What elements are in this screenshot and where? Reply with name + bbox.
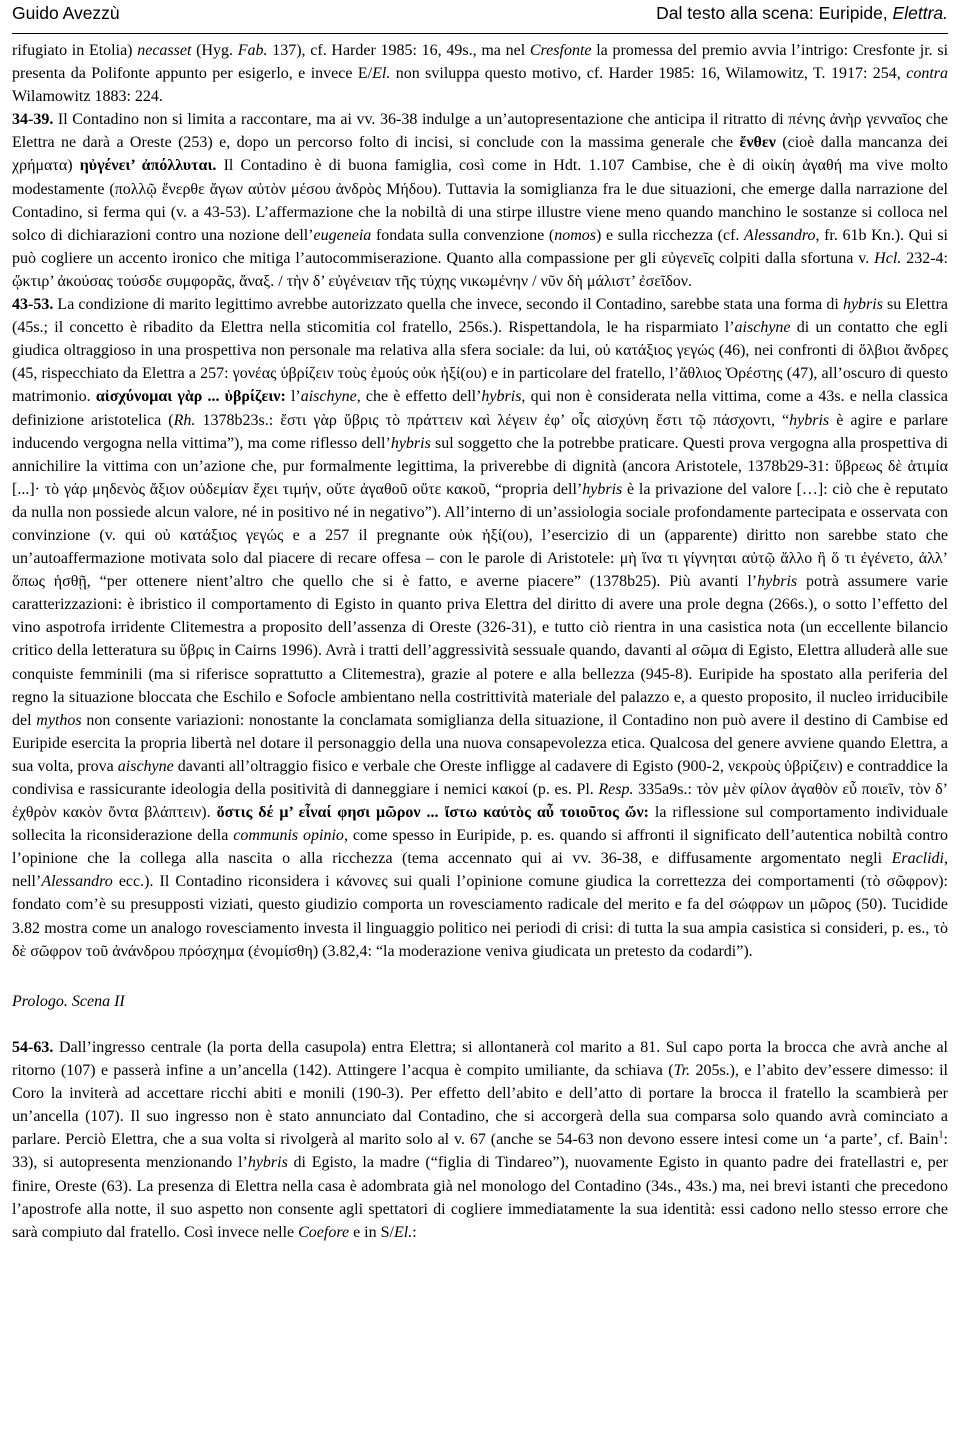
lemma: 54-63.	[12, 1038, 54, 1056]
lemma: 43-53.	[12, 296, 54, 314]
lemma: 34-39.	[12, 111, 54, 129]
note-54-63: 54-63. Dall’ingresso centrale (la porta della casupola) entra Elettra; si allontanerà col marito a 81. Sul capo porta la brocca che avrà anche al ritorno (107) e passerà infine a un’ancella (142). Attingere l’acqua è compito umiliante, da schiava (Tr. 205s.), e l’abito dev’essere dimesso: il Coro la inviterà ad accettare ricchi abiti e monili (190-3). Per effetto dell’abito e dell’atto di portare la brocca il fratello la scambierà per un’ancella (107). Il suo ingresso non è stato annunciato dal Contadino, che si accorgerà della sua comparsa solo quando avrà cominciato a parlare. Perciò Elettra, che a sua volta si rivolgerà al marito solo al v. 67 (anche se 54-63 non devono essere intesi come un ‘a parte’, cf. Bain$^1$: 33), si autopresenta menzionando l’hybris di Egisto, la madre (“figlia di Tindareo”), nuovamente Egisto in quanto padre dei fratellastri e, per finire, Oreste (63). La presenza di Elettra nella casa è adombrata già nel monologo del Contadino (34s., 43s.) ma, nei brevi istanti che precedono l’apostrofe alla notte, il suo aspetto non consente agli spettatori di cogliere immediatamente la sua identità: essi cadono nello stesso errore che sarà compiuto dal fratello. Così invece nelle Coefore e in S/El.:	[12, 1038, 949, 1241]
header-title: Dal testo alla scena: Euripide, Elettra.	[656, 3, 948, 23]
note-34-39: 34-39. Il Contadino non si limita a raccontare, ma ai vv. 36-38 indulge a un’autopresentazione che anticipa il ritratto di πένης ἀνὴρ γενναῖος che Elettra ne darà a Oreste (253) e, dopo un percorso folto di incisi, si conclude con la massima generale che ἔνθεν (cioè dalla mancanza dei χρήματα) ηὐγένει’ ἀπόλλυται. Il Contadino è di buona famiglia, così come in Hdt. 1.107 Cambise, che è di οἰκίη ἀγαθή ma vive molto modestamente (πολλῷ ἔνερθε ἄγων αὐτὸν μέσου ἀνδρὸς Μήδου). Tuttavia la somiglianza fra le due situazioni, che emerge dalla narrazione del Contadino, si ferma qui (v. a 43-53). L’affermazione che la nobiltà di una stirpe illustre viene meno quando manchino le sostanze si colloca nel solco di dichiarazioni contro una nozione dell’eugeneia fondata sulla convenzione (nomos) e sulla ricchezza (cf. Alessandro, fr. 61b Kn.). Qui si può cogliere un accento ironico che mitiga l’autocommiserazione. Quanto alla compassione per gli εὐγενεῖς colpiti dalla sfortuna v. Hcl. 232-4: ᾤκτιρ’ ἀκούσας τούσδε συμφορᾶς, ἄναξ. / τὴν δ’ εὐγένειαν τῆς τύχης νικωμένην / νῦν δὴ μάλιστ’ ἐσεῖδον.	[12, 111, 949, 290]
running-header	[12, 3, 948, 33]
header-author: Guido Avezzù	[12, 3, 120, 23]
body-text	[12, 39, 948, 1244]
note-43-53: 43-53. La condizione di marito legittimo avrebbe autorizzato quella che invece, secondo il Contadino, sarebbe stata una forma di hybris su Elettra (45s.; il concetto è ribadito da Elettra nella sticomitia col fratello, 256s.). Rispettandola, le ha risparmiato l’aischyne di un contatto che egli giudica oltraggioso in una prospettiva non personale ma relativa alla sfera sociale: da lui, οὐ κατάξιος γεγώς (46), nei confronti di ὄλβιοι ἄνδρες (45, rispecchiato da Elettra a 257: γονέας ὑβρίζειν τοὺς ἐμούς οὐκ ἠξί(ου) e in particolare del fratello, l’ἄθλιος Ὀρέστης (47), all’oscuro di questo matrimonio. αἰσχύνομαι γὰρ ... ὑβρίζειν: l’aischyne, che è effetto dell’hybris, qui non è considerata nella vittima, come a 43s. e nella classica definizione aristotelica (Rh. 1378b23s.: ἔστι γὰρ ὕβρις τὸ πράττειν καὶ λέγειν ἐφ’ οἷς αἰσχύνη ἔστι τῷ πάσχοντι, “hybris è agire e parlare inducendo vergogna nella vittima”), ma come riflesso dell’hybris sul soggetto che la potrebbe praticare. Questi prova vergogna alla prospettiva di annichilire la vittima con un’azione che, pur formalmente legittima, la priverebbe di dignità (ancora Aristotele, 1378b29-31: ὕβρεως δὲ ἀτιμία [...]· τὸ γάρ μηδενὸς ἄξιον οὐδεμίαν ἔχει τιμήν, οὔτε ἀγαθοῦ οὔτε κακοῦ, “propria dell’hybris è la privazione del valore […]: ciò che è reputato da nulla non possiede alcun valore, né in positivo né in negativo”). All’interno di un’assiologia sociale profondamente partecipata e osservata con convinzione (v. qui οὐ κατάξιος γεγώς e a 257 il pregnante οὐκ ἠξί(ου), l’esercizio di un (apparente) diritto non sarebbe stato che un’autoaffermazione motivata solo dal piacere di recare offesa – con le parole di Aristotele: μὴ ἵνα τι γίγνηται αὐτῷ ἄλλο ἢ ὅ τι ἐγένετο, ἀλλ’ ὅπως ἡσθῇ, “per ottenere nient’altro che quello che si è fatto, e averne piacere” (1378b25). Più avanti l’hybris potrà assumere varie caratterizzazioni: è ibristico il comportamento di Egisto in quanto priva Elettra del diritto di avere una prole degna (266s.), o sotto l’effetto del vino aspotrofa irridente Clitemestra a proposito dell’assenza di Oreste (326-31), e tutto ciò rientra in una casistica nota (un eccellente bilancio critico della letteratura su ὕβρις in Cairns 1996). Avrà i tratti dell’aggressività sessuale quando, davanti al σῶμα di Egisto, Elettra alluderà alle sue conquiste femminili (ma si riferisce soprattutto a Clitemestra), grazie al potere e alla bellezza (945-8). Euripide ha spostato alla periferia del regno la situazione bloccata che Eschilo e Sofocle ambientano nella costrittività materiale del palazzo e, a questo proposito, il nucleo irriducibile del mythos non consente variazioni: nonostante la conclamata somiglianza della situazione, il Contadino non può avere il destino di Cambise ed Euripide esercita la propria libertà nel dotare il personaggio della una nuova consapevolezza etica. Qualcosa del genere avviene quando Elettra, a sua volta, prova aischyne davanti all’oltraggio fisico e verbale che Oreste infligge al cadavere di Egisto (900-2, νεκροὺς ὑβρίζειν) e contraddice la condivisa e rassicurante ideologia della positività di danneggiare i nemici κακοί (p. es. Pl. Resp. 335a9s.: τὸν μὲν φίλον ἀγαθὸν εὖ ποιεῖν, τὸν δ’ ἐχθρὸν κακὸν ὄντα βλάπτειν). ὅστις δέ μ’ εἶναί φησι μῶρον ... ἴστω καὐτὸς αὖ τοιοῦτος ὤν: la riflessione sul comportamento individuale sollecita la riconsiderazione della communis opinio, come spesso in Euripide, p. es. quando si affronti il significato dell’autentica nobiltà contro l’opinione che la collega alla nascita o alla ricchezza (tema accennato qui ai vv. 36-38, e diffusamente argomentato negli Eraclidi, nell’Alessandro ecc.). Il Contadino riconsidera i κάνονες sui quali l’opinione comune giudica la correttezza dei comportamenti (τὸ σῶφρον): fondato com’è su presupposti viziati, questo giudizio comporta un rovesciamento radicale del merito e fa del σώφρων un μῶρος (50). Tucidide 3.82 mostra come un analogo rovesciamento investa il linguaggio politico nei periodi di crisi: di tutta la sua ampia casistica si consideri, p. es., τὸ δὲ σῶφρον τοῦ ἀνάνδρου πρόσχημα (ἐνομίσθη) (3.82,4: “la moderazione veniva giudicata un pretesto da codardi”).	[12, 296, 949, 960]
paragraph-continuation: rifugiato in Etolia) necasset (Hyg. Fab. 137), cf. Harder 1985: 16, 49s., ma nel Cresfonte la promessa del premio avvia l’intrigo: Cresfonte jr. si presenta da Polifonte appunto per esigerlo, e invece E/El. non sviluppa questo motivo, cf. Harder 1985: 16, Wilamowitz, T. 1917: 254, contra Wilamowitz 1883: 224.	[12, 42, 949, 106]
section-heading: Prologo. Scena II	[12, 992, 125, 1010]
header-rule	[12, 33, 948, 34]
